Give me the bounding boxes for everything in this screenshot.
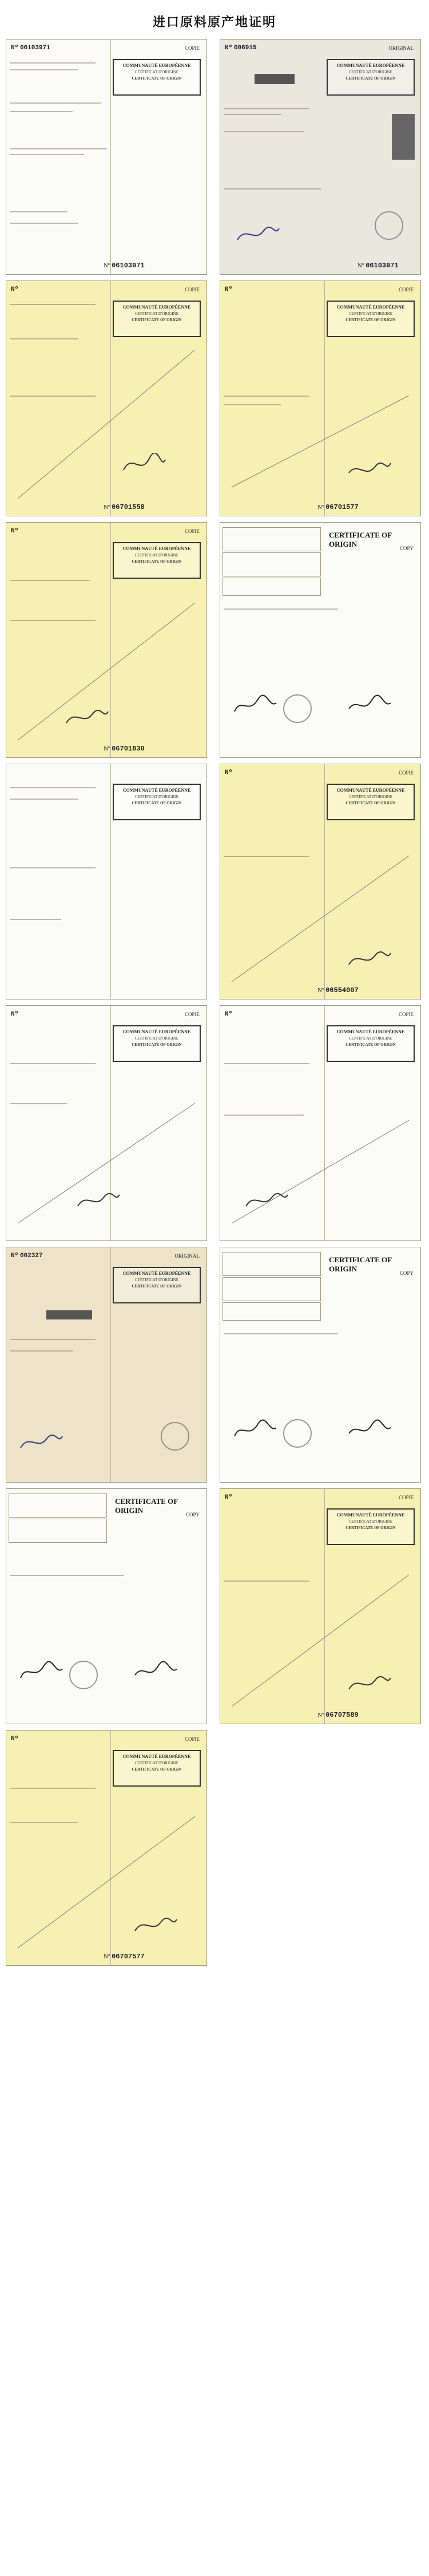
certificate-number: Nº [11, 528, 19, 535]
signature [346, 947, 392, 970]
certificate-number: Nº [225, 286, 233, 293]
ec-stamp: COMMUNAUTÉ EUROPÉENNE CERTIFICAT D'ORIGINE CERTIFICATE OF ORIGIN [113, 59, 201, 96]
certificate-number: Nº [225, 769, 233, 776]
copy-label: COPIE [184, 528, 200, 534]
certificate-document [220, 764, 421, 999]
certificate-document [6, 764, 207, 999]
signature [346, 459, 392, 481]
copy-label: COPY [185, 1512, 200, 1518]
signature [346, 1419, 392, 1442]
ec-stamp: COMMUNAUTÉ EUROPÉENNE CERTIFICAT D'ORIGINE CERTIFICATE OF ORIGIN [113, 542, 201, 579]
footer-number: Nº 06701577 [317, 503, 359, 511]
certificate-number: Nº [225, 1011, 233, 1018]
signature [75, 1189, 121, 1212]
certificate-number: Nº 002327 [11, 1253, 43, 1259]
footer-number: Nº 06103971 [357, 262, 399, 270]
signature [346, 1672, 392, 1695]
official-seal [161, 1422, 189, 1451]
certificate-number: Nº [11, 1736, 19, 1743]
official-seal [283, 1419, 312, 1448]
certificate-document [6, 1005, 207, 1241]
certificate-document [220, 280, 421, 516]
coo-title: CERTIFICATE OF ORIGIN [329, 531, 392, 548]
certificate-number: Nº 06103971 [11, 45, 50, 52]
footer-number: Nº 06707577 [104, 1953, 145, 1961]
copy-label: COPIE [398, 770, 414, 776]
certificate-document [6, 522, 207, 758]
signature [235, 223, 280, 246]
copy-label: COPIE [184, 45, 200, 51]
footer-number: Nº 06103971 [104, 262, 145, 270]
ec-stamp: COMMUNAUTÉ EUROPÉENNE CERTIFICAT D'ORIGINE CERTIFICATE OF ORIGIN [113, 1025, 201, 1062]
official-seal [69, 1661, 98, 1689]
coo-title: CERTIFICATE OF ORIGIN [115, 1497, 178, 1515]
signature [346, 694, 392, 717]
signature [132, 1661, 178, 1684]
copy-label: COPIE [398, 1012, 414, 1017]
certificate-number: Nº [11, 1011, 19, 1018]
copy-label: COPY [399, 1270, 414, 1276]
certificate-document [6, 1730, 207, 1966]
copy-label: COPIE [398, 1495, 414, 1500]
official-seal [283, 694, 312, 723]
signature [121, 453, 166, 476]
certificate-number: Nº [11, 286, 19, 293]
ec-stamp: COMMUNAUTÉ EUROPÉENNE CERTIFICAT D'ORIGINE CERTIFICATE OF ORIGIN [113, 1267, 201, 1303]
ec-stamp: COMMUNAUTÉ EUROPÉENNE CERTIFICAT D'ORIGINE CERTIFICATE OF ORIGIN [113, 1750, 201, 1787]
certificate-document [220, 39, 421, 275]
footer-number: Nº 06701558 [104, 503, 145, 511]
copy-label: COPY [399, 546, 414, 551]
signature [63, 706, 109, 729]
footer-number: Nº 06554007 [317, 986, 359, 994]
certificate-document [6, 1488, 207, 1724]
certificate-document [220, 1005, 421, 1241]
ec-stamp: COMMUNAUTÉ EUROPÉENNE CERTIFICAT D'ORIGINE CERTIFICATE OF ORIGIN [327, 1508, 415, 1545]
certificate-document [6, 1247, 207, 1483]
certificate-document [6, 39, 207, 275]
signature [18, 1661, 63, 1684]
signature [232, 1419, 277, 1442]
footer-number: Nº 06701830 [104, 745, 145, 753]
certificate-number: Nº [225, 1494, 233, 1501]
certificate-document [6, 280, 207, 516]
copy-label: COPIE [184, 1012, 200, 1017]
ec-stamp: COMMUNAUTÉ EUROPÉENNE CERTIFICAT D'ORIGINE CERTIFICATE OF ORIGIN [327, 301, 415, 337]
official-seal [375, 211, 403, 240]
signature [132, 1914, 178, 1937]
certificate-document [220, 1488, 421, 1724]
ec-stamp: COMMUNAUTÉ EUROPÉENNE CERTIFICAT D'ORIGINE CERTIFICATE OF ORIGIN [327, 1025, 415, 1062]
ec-stamp: COMMUNAUTÉ EUROPÉENNE CERTIFICAT D'ORIGINE CERTIFICATE OF ORIGIN [327, 59, 415, 96]
signature [232, 694, 277, 717]
certificate-document [220, 522, 421, 758]
copy-label: COPIE [398, 287, 414, 293]
copy-label: ORIGINAL [388, 45, 414, 51]
signature [18, 1431, 63, 1453]
ec-stamp: COMMUNAUTÉ EUROPÉENNE CERTIFICAT D'ORIGINE CERTIFICATE OF ORIGIN [327, 784, 415, 820]
ec-stamp: COMMUNAUTÉ EUROPÉENNE CERTIFICAT D'ORIGINE CERTIFICATE OF ORIGIN [113, 784, 201, 820]
copy-label: ORIGINAL [174, 1253, 200, 1259]
page-title: 进口原料原产地证明 [152, 15, 276, 29]
copy-label: COPIE [184, 287, 200, 293]
certificate-number: Nº 006915 [225, 45, 257, 52]
certificate-document [220, 1247, 421, 1483]
signature [243, 1189, 289, 1212]
coo-title: CERTIFICATE OF ORIGIN [329, 1255, 392, 1273]
ec-stamp: COMMUNAUTÉ EUROPÉENNE CERTIFICAT D'ORIGINE CERTIFICATE OF ORIGIN [113, 301, 201, 337]
copy-label: COPIE [184, 1736, 200, 1742]
footer-number: Nº 06707589 [317, 1711, 359, 1719]
